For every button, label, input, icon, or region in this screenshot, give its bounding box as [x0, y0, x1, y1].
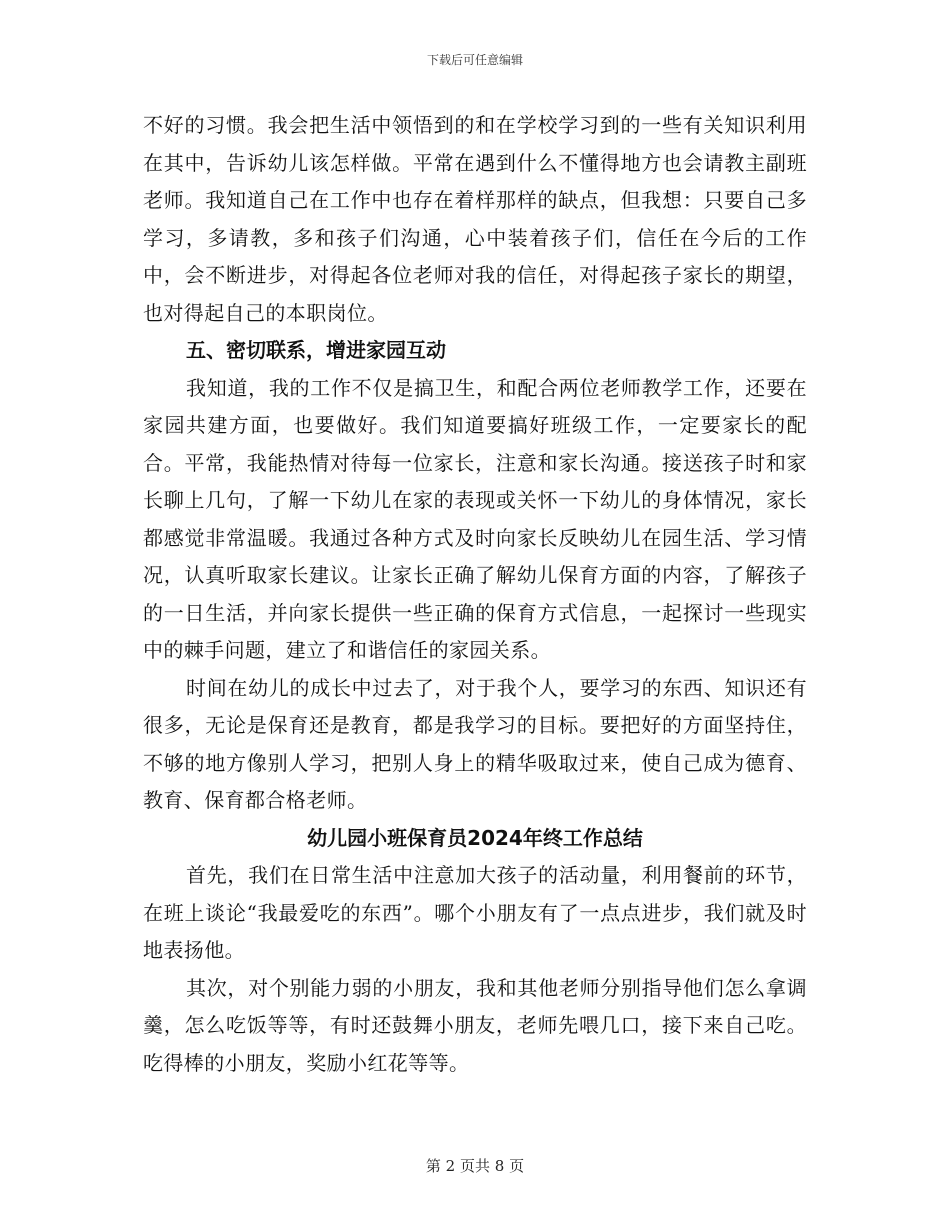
page-number-footer: 第 2 页共 8 页 [425, 1157, 525, 1175]
section-heading-five: 五、密切联系，增进家园互动 [186, 338, 446, 362]
page-header: 下载后可任意编辑 [426, 53, 523, 67]
document-body [143, 107, 807, 1082]
paragraph-second: 其次，对个别能力弱的小朋友，我和其他老师分别指导他们怎么拿调羹，怎么吃饭等等，有时还鼓舞小朋友，老师先喂几口，接下来自己吃。吃得棒的小朋友，奖励小红花等等。 [143, 975, 807, 1075]
paragraph-continuation: 不好的习惯。我会把生活中领悟到的和在学校学习到的一些有关知识利用在其中，告诉幼儿该怎样做。平常在遇到什么不懂得地方也会请教主副班老师。我知道自己在工作中也存在着样那样的缺点，但我想：只要自己多学习，多请教，多和孩子们沟通，心中装着孩子们，信任在今后的工作中，会不断进步，对得起各位老师对我的信任，对得起孩子家长的期望，也对得起自己的本职岗位。 [143, 113, 807, 325]
document-title: 幼儿园小班保育员2024年终工作总结 [307, 825, 643, 850]
paragraph-family-communication: 我知道，我的工作不仅是搞卫生，和配合两位老师教学工作，还要在家园共建方面，也要做好。我们知道要搞好班级工作，一定要家长的配合。平常，我能热情对待每一位家长，注意和家长沟通。接送孩子时和家长聊上几句，了解一下幼儿在家的表现或关怀一下幼儿的身体情况，家长都感觉非常温暖。我通过各种方式及时向家长反映幼儿在园生活、学习情况，认真听取家长建议。让家长正确了解幼儿保育方面的内容，了解孩子的一日生活，并向家长提供一些正确的保育方式信息，一起探讨一些现实中的棘手问题，建立了和谐信任的家园关系。 [143, 375, 807, 662]
paragraph-conclusion: 时间在幼儿的成长中过去了，对于我个人，要学习的东西、知识还有很多，无论是保育还是教育，都是我学习的目标。要把好的方面坚持住，不够的地方像别人学习，把别人身上的精华吸取过来，使自己成为德育、教育、保育都合格老师。 [143, 675, 807, 812]
paragraph-first: 首先，我们在日常生活中注意加大孩子的活动量，利用餐前的环节，在班上谈论“我最爱吃的东西”。哪个小朋友有了一点点进步，我们就及时地表扬他。 [143, 863, 807, 962]
